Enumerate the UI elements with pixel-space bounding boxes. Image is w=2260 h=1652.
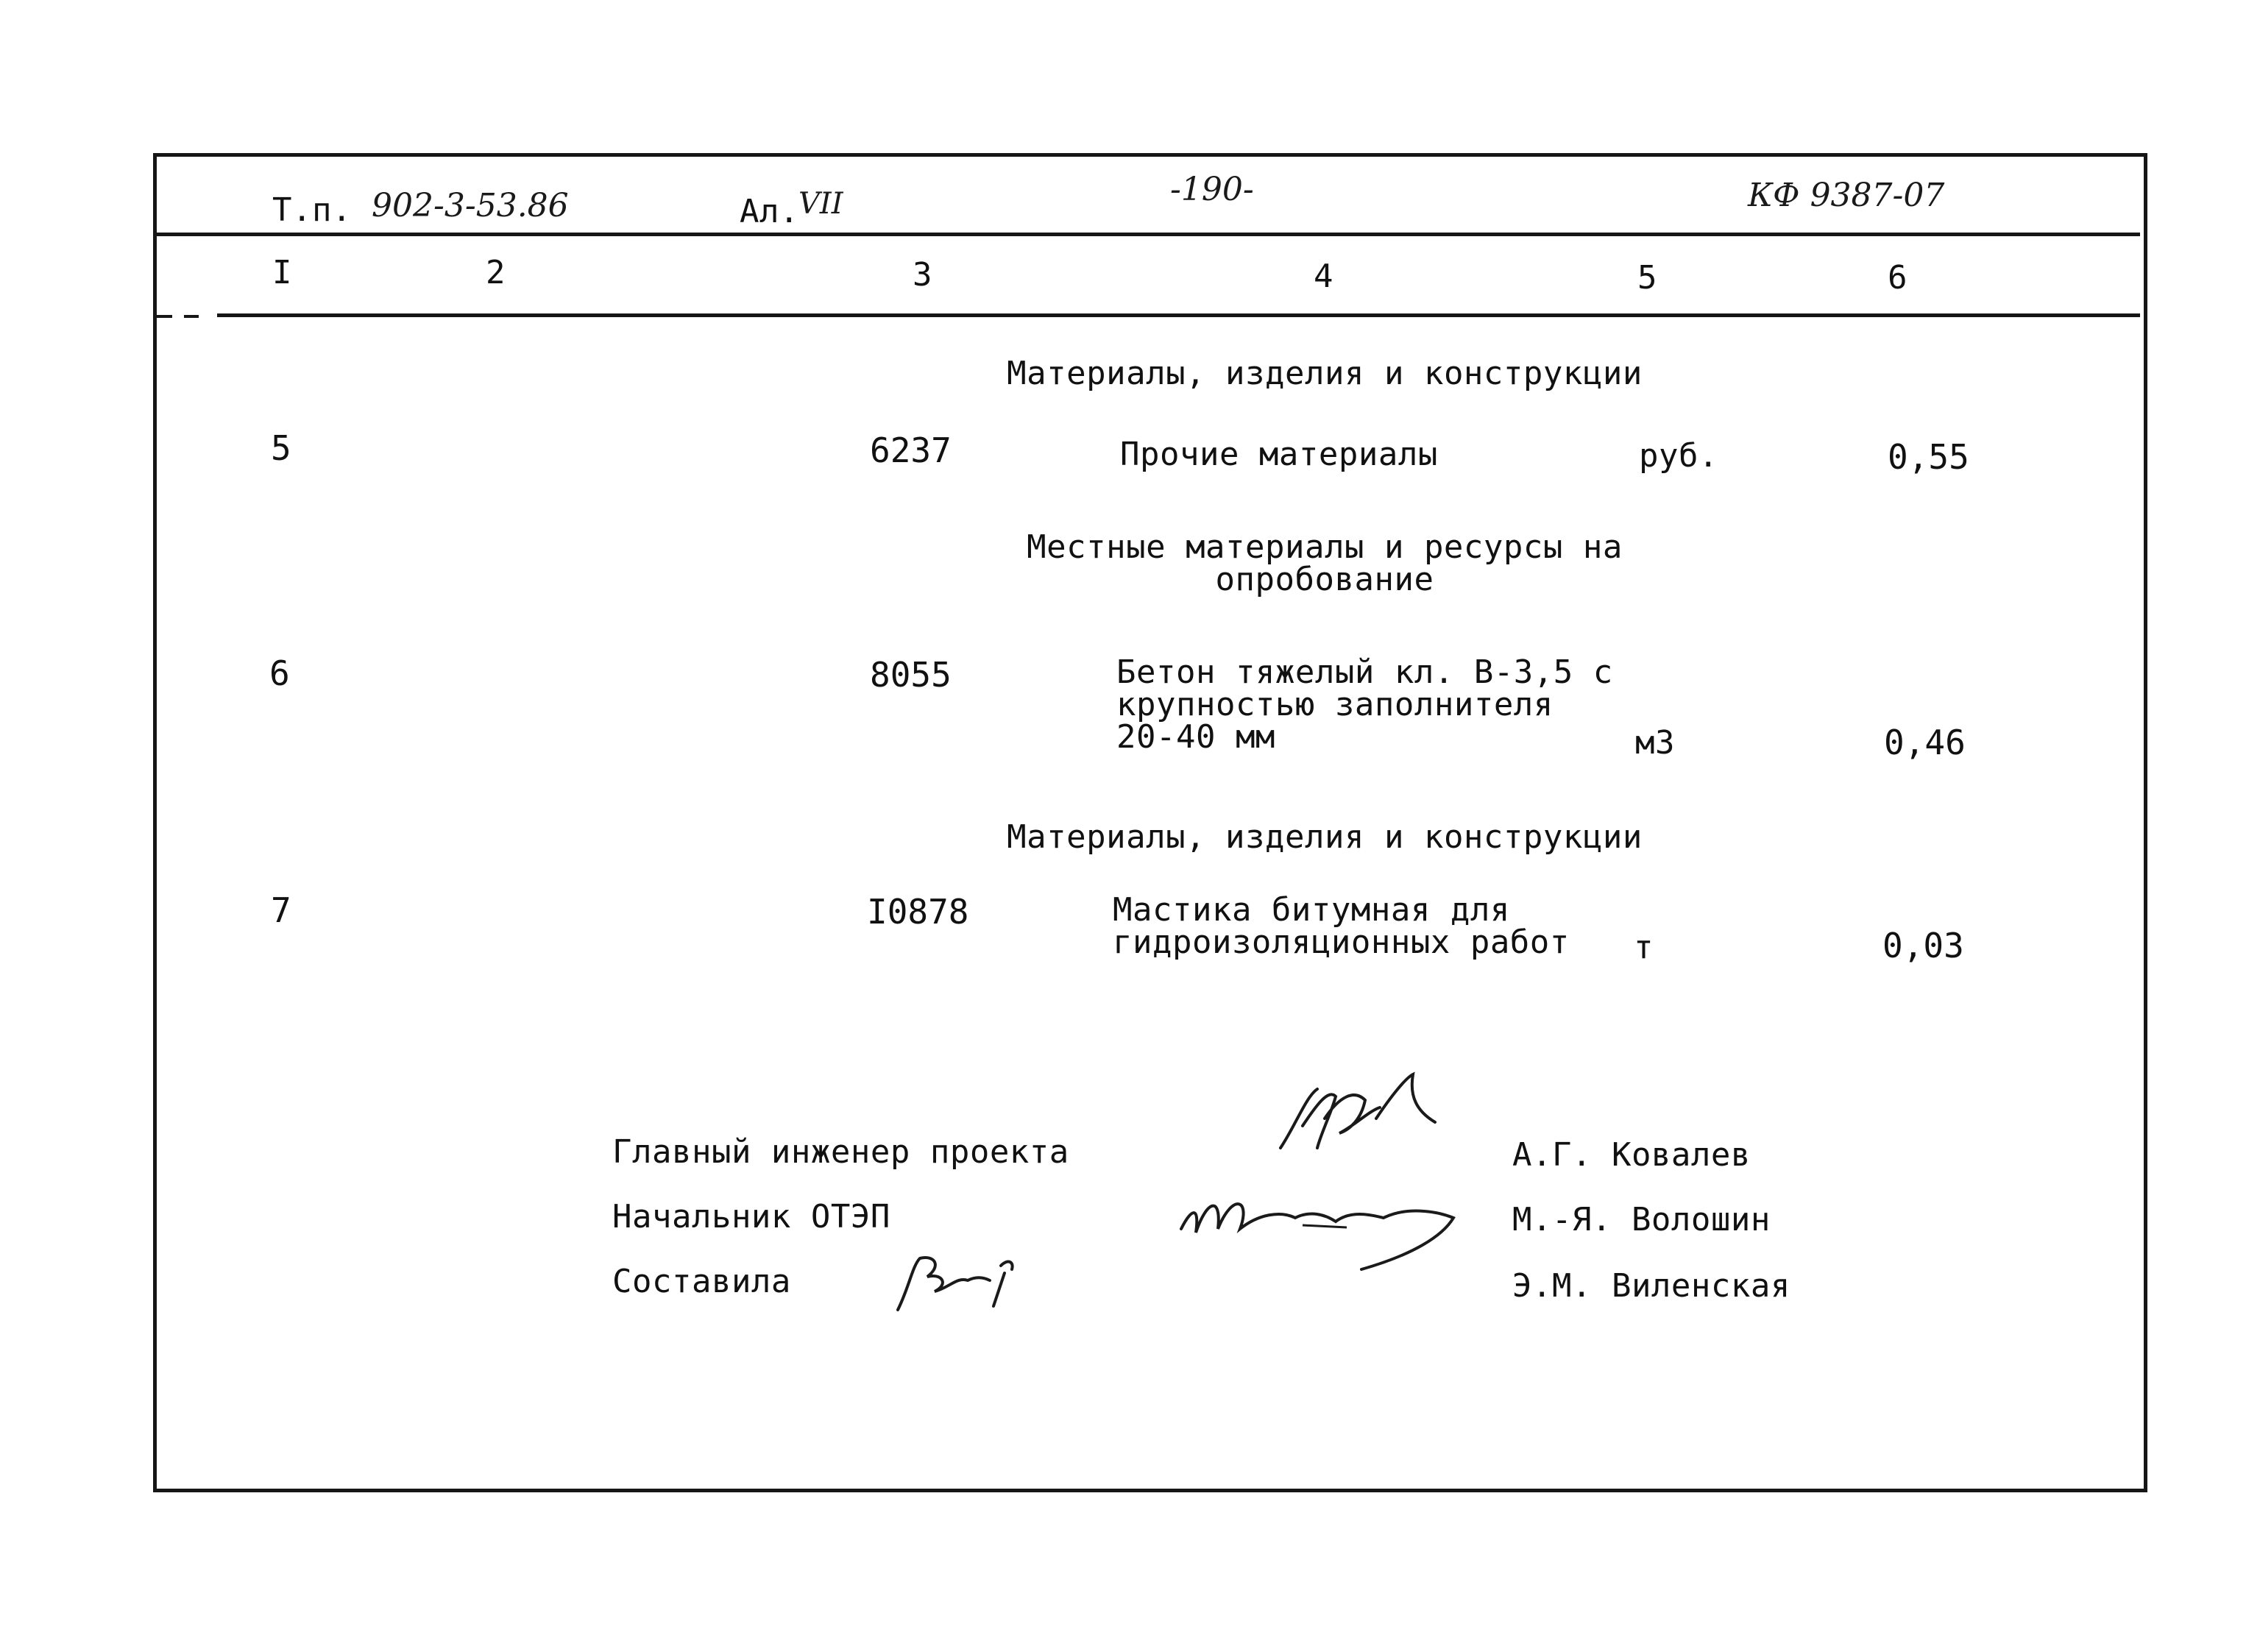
signature-otep-head: [1170, 1177, 1479, 1288]
column-number-6: 6: [1888, 259, 1907, 297]
signature-role: Главный инженер проекта: [612, 1133, 1069, 1171]
quantity: 0,55: [1888, 437, 1969, 477]
signature-person: Э.М. Виленская: [1512, 1267, 1790, 1305]
column-number-1: I: [272, 254, 292, 291]
signature-role: Составила: [612, 1263, 791, 1300]
column-header-divider: [217, 313, 2140, 317]
column-number-4: 4: [1314, 258, 1333, 295]
project-prefix: Т.п.: [272, 191, 352, 229]
unit: руб.: [1639, 437, 1718, 475]
quantity: 0,03: [1882, 926, 1964, 965]
column-header-divider-dash: [184, 315, 199, 318]
resource-code: 6237: [870, 430, 952, 470]
album-number: VII: [798, 187, 843, 221]
signature-person: М.-Я. Волошин: [1512, 1201, 1771, 1238]
unit: т: [1634, 929, 1654, 966]
column-header-divider-dash: [156, 315, 172, 318]
signature-person: А.Г. Ковалев: [1512, 1136, 1751, 1174]
resource-name: Прочие материалы: [1120, 436, 1438, 473]
section-heading: Местные материалы и ресурсы на опробование: [1027, 528, 1623, 598]
quantity: 0,46: [1884, 723, 1966, 762]
section-heading: Материалы, изделия и конструкции: [1007, 818, 1643, 856]
column-number-2: 2: [486, 254, 506, 291]
resource-code: I0878: [867, 892, 969, 932]
row-number: 6: [269, 653, 290, 693]
column-number-3: 3: [913, 256, 932, 294]
resource-name: Бетон тяжелый кл. В-3,5 с крупностью заполнителя 20-40 мм: [1116, 653, 1613, 756]
page-number: -190-: [1170, 171, 1254, 208]
signature-compiler: [883, 1244, 1030, 1317]
column-number-5: 5: [1637, 259, 1657, 297]
unit: м3: [1635, 724, 1675, 762]
resource-code: 8055: [870, 655, 952, 695]
header-divider: [157, 233, 2140, 236]
section-heading: Материалы, изделия и конструкции: [1007, 355, 1643, 392]
project-number: 902-3-53.86: [372, 187, 569, 224]
album-label: Ал.: [740, 193, 799, 230]
signature-chief-engineer: [1266, 1067, 1442, 1163]
row-number: 7: [271, 890, 291, 930]
signature-role: Начальник ОТЭП: [612, 1198, 890, 1236]
document-code: КФ 9387-07: [1748, 177, 1945, 214]
row-number: 5: [271, 428, 291, 468]
resource-name: Мастика битумная для гидроизоляционных работ: [1113, 891, 1570, 961]
